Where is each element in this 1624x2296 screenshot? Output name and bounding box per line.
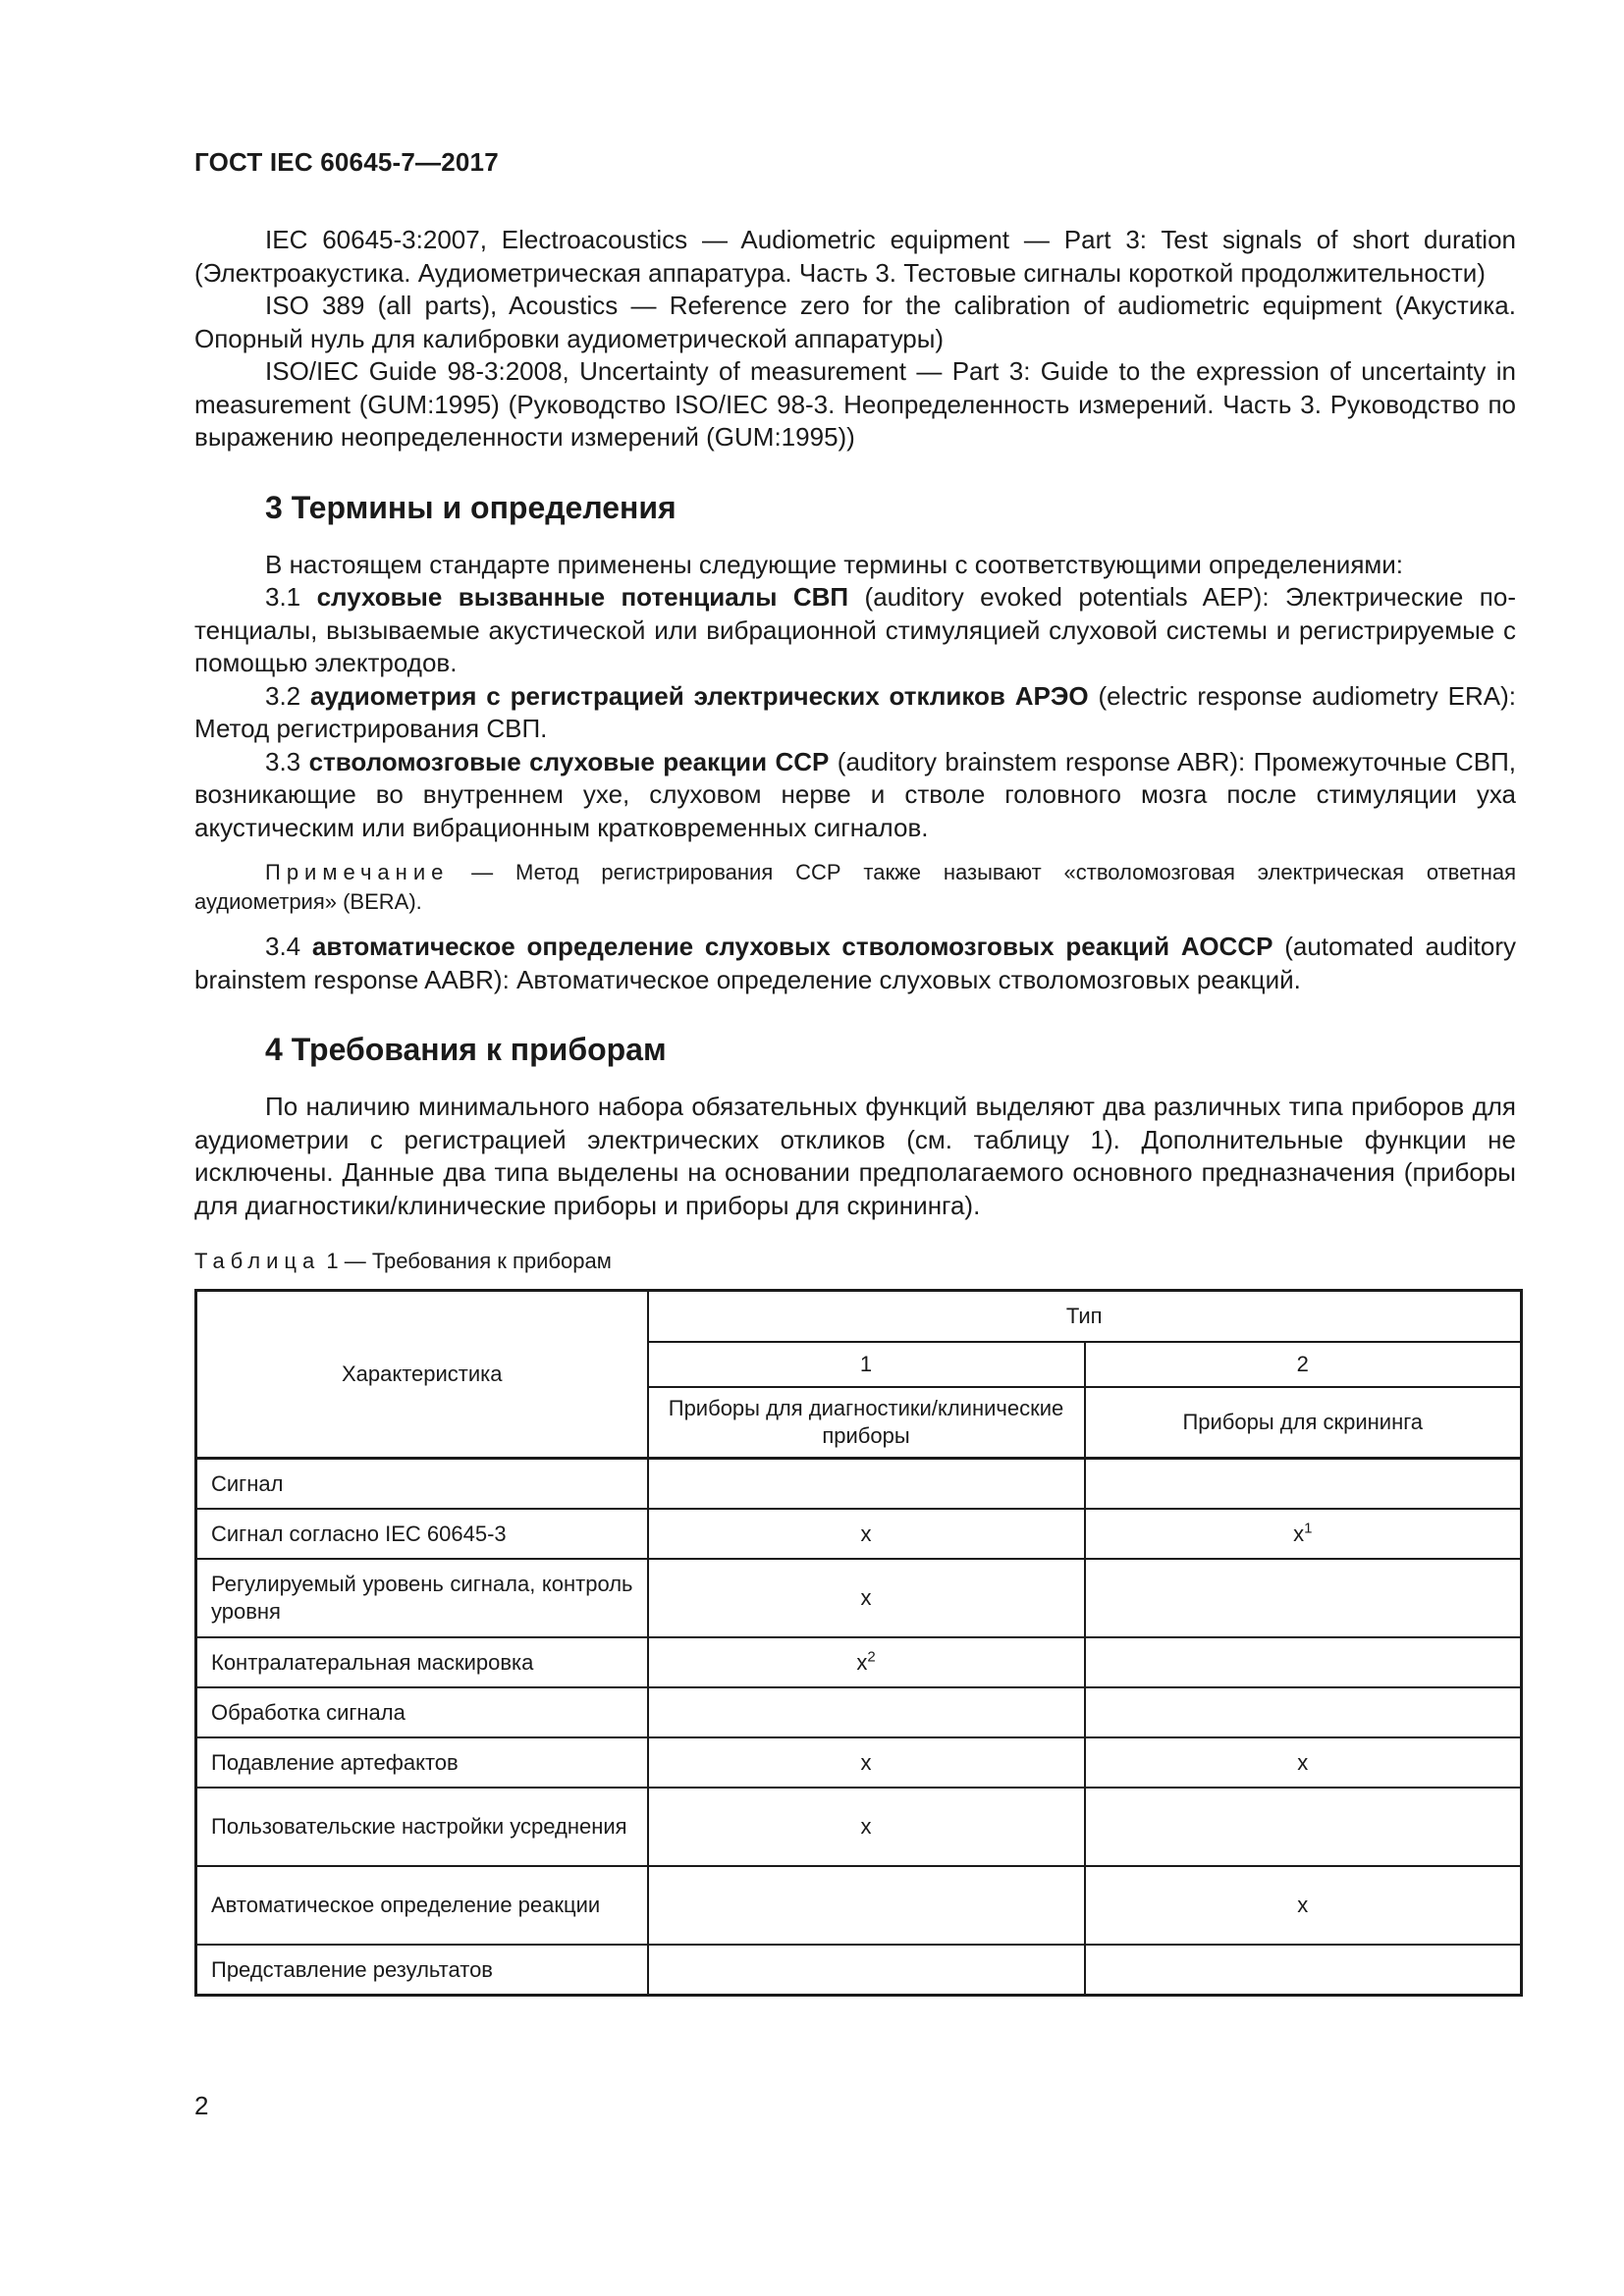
type-2-cell [1085,1866,1522,1945]
table-row [196,1945,1522,1996]
page-number: 2 [194,2091,209,2120]
term-3-2 [194,680,1516,746]
type-1-cell [648,1788,1085,1866]
type-2-cell [1085,1687,1522,1737]
table-row [196,1509,1522,1559]
mark-value: x [1293,1521,1305,1546]
header-type-1-name: Приборы для диагностики/клинические приборы [648,1387,1085,1459]
term-name: аудиометрия с регистрацией электрических откликов АРЭО [310,680,1089,711]
type-2-cell [1085,1637,1522,1687]
term-name: автоматическое определение слуховых стволомозговых реакций АОССР [311,932,1273,961]
mark-value: x [860,1749,872,1775]
mark-value: x [860,1814,872,1839]
mark-value: x [1297,1893,1309,1917]
section-4-paragraph: По наличию минимального набора обязательных функций выделяют два различных типа приборов для аудиометрии с регистрацией электрических откликов (см. таблицу 1). Дополнительные функции не исключены. Данные два типа выделены на основании предполагаемого основного предназначения (приборы для диагностики/клинические приборы и приборы для скрининга). [194,1092,1516,1220]
type-1-cell [648,1687,1085,1737]
characteristic-cell: Представление результатов [196,1945,648,1996]
document-header: ГОСТ IEC 60645-7—2017 [194,147,499,177]
table-body [196,1459,1522,1996]
page-content [194,224,1516,1997]
characteristic-cell: Подавление артефактов [196,1737,648,1788]
note [194,858,1516,917]
characteristic-cell: Автоматическое определение реакции [196,1866,648,1945]
type-1-cell [648,1509,1085,1559]
type-1-cell [648,1459,1085,1510]
term-definition: (electric response audiometry ERA): Метод регистрирования СВП. [194,680,1516,743]
term-number: 3.4 [265,932,312,961]
type-2-cell [1085,1509,1522,1559]
term-definition: (auditory brainstem response ABR): Промежуточные СВП, возникающие во внутреннем ухе, слуховом нерве и стволе головного мозга после стимуляции уха акустическим или вибрационным кратковременных сигналов. [194,746,1516,842]
table-row [196,1459,1522,1510]
header-type-2-name: Приборы для скрининга [1085,1387,1522,1459]
mark-value: x [860,1585,872,1610]
term-definition: (automated auditory brainstem response AABR): Автоматическое определение слуховых стволомозговых реакций. [194,932,1517,994]
type-2-cell [1085,1737,1522,1788]
header-type-1-number: 1 [648,1342,1085,1387]
term-number: 3.2 [265,680,311,711]
characteristic-cell: Пользовательские настройки усреднения [196,1788,648,1866]
type-1-cell [648,1866,1085,1945]
term-3-1 [194,581,1516,680]
type-2-cell [1085,1559,1522,1637]
section-3-intro: В настоящем стандарте применены следующие термины с соответствующими определениями: [265,549,1404,579]
section-3-heading: 3 Термины и определения [265,489,677,525]
reference-item: IEC 60645-3:2007, Electroacoustics — Audiometric equipment — Part 3: Test signals of short duration (Электроакустика. Аудиометрическая аппаратура. Часть 3. Тестовые сигналы короткой продолжительности) [194,225,1516,288]
mark-value: x [1297,1749,1309,1775]
requirements-table [194,1289,1523,1997]
header-type-2-number: 2 [1085,1342,1522,1387]
footnote-ref: 1 [1304,1520,1313,1537]
table-row [196,1866,1522,1945]
header-type: Тип [648,1291,1522,1343]
term-definition: (auditory evoked potentials AEP): Электрические потенциалы, вызываемые акустической или вибрационной стимуляцией слуховой системы и регистрируемые с помощью электродов. [194,582,1516,677]
table-caption [194,1248,1516,1275]
type-2-cell [1085,1945,1522,1996]
table-row [196,1737,1522,1788]
mark-value: x [860,1521,872,1546]
note-label: Примечание [265,860,450,884]
header-characteristic: Характеристика [196,1291,648,1459]
table-caption-text: 1 — Требования к приборам [320,1249,612,1273]
term-number: 3.3 [265,746,309,776]
type-1-cell [648,1559,1085,1637]
table-row [196,1687,1522,1737]
term-name: слуховые вызванные потенциалы СВП [316,582,849,612]
characteristic-cell: Сигнал [196,1459,648,1510]
term-number: 3.1 [265,582,317,612]
term-3-4 [194,931,1516,996]
note-text: — Метод регистрирования ССР также называют «стволомозговая электрическая ответная аудиометрия» (BERA). [194,860,1516,914]
table-row [196,1788,1522,1866]
type-1-cell [648,1637,1085,1687]
mark-value: x [856,1649,868,1675]
term-name: стволомозговые слуховые реакции ССР [308,746,830,776]
table-row [196,1637,1522,1687]
term-3-3 [194,746,1516,845]
type-1-cell [648,1737,1085,1788]
characteristic-cell: Обработка сигнала [196,1687,648,1737]
reference-item: ISO/IEC Guide 98-3:2008, Uncertainty of measurement — Part 3: Guide to the expression of uncertainty in measurement (GUM:1995) (Руководство ISO/IEC 98-3. Неопределенность измерений. Часть 3. Руководство по выражению неопределенности измерений (GUM:1995)) [194,356,1516,452]
section-4-heading: 4 Требования к приборам [265,1032,667,1067]
table-row [196,1559,1522,1637]
footnote-ref: 2 [867,1648,876,1666]
characteristic-cell: Сигнал согласно IEC 60645-3 [196,1509,648,1559]
characteristic-cell: Регулируемый уровень сигнала, контроль уровня [196,1559,648,1637]
reference-item: ISO 389 (all parts), Acoustics — Reference zero for the calibration of audiometric equipment (Акустика. Опорный нуль для калибровки аудиометрической аппаратуры) [194,291,1516,353]
type-2-cell [1085,1788,1522,1866]
type-2-cell [1085,1459,1522,1510]
type-1-cell [648,1945,1085,1996]
characteristic-cell: Контралатеральная маскировка [196,1637,648,1687]
table-caption-label: Таблица [194,1249,321,1273]
